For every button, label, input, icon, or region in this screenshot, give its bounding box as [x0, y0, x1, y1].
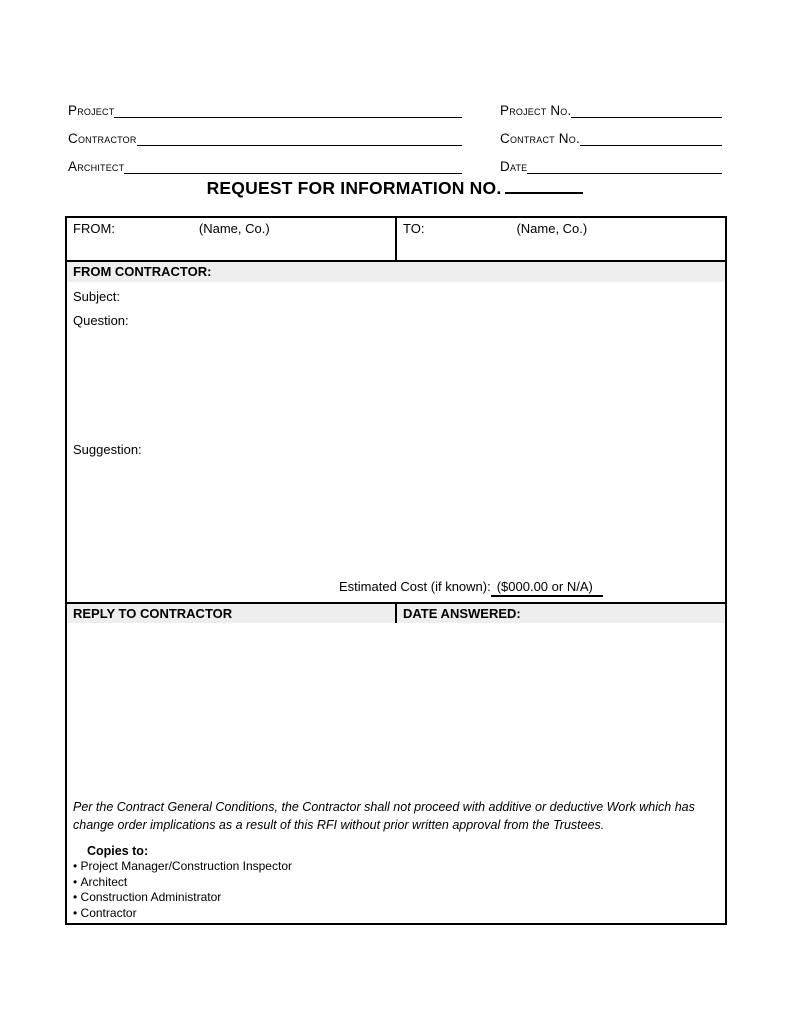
copies-item-construction-administrator: • Construction Administrator [73, 890, 719, 906]
question-label: Question: [73, 313, 129, 328]
date-answered-header[interactable]: DATE ANSWERED: [397, 604, 725, 623]
contract-no-label: Contract No. [500, 130, 580, 146]
architect-fill-line[interactable] [124, 159, 462, 174]
copies-item-project-manager: • Project Manager/Construction Inspector [73, 859, 719, 875]
header-fields-left [68, 90, 462, 174]
reply-to-contractor-header: REPLY TO CONTRACTOR [67, 604, 397, 623]
contractor-fill-line[interactable] [137, 131, 462, 146]
to-name-co-hint: (Name, Co.) [516, 221, 588, 236]
header-fields-right [500, 90, 722, 174]
architect-label: Architect [68, 158, 125, 174]
suggestion-label: Suggestion: [73, 442, 142, 457]
contractor-field-row [68, 118, 462, 146]
suggestion-answer-area[interactable] [67, 457, 725, 579]
from-label: FROM: [73, 221, 115, 236]
copies-section [67, 834, 725, 923]
project-field-row [68, 90, 462, 118]
project-fill-line[interactable] [114, 103, 462, 118]
copies-item-architect: • Architect [73, 875, 719, 891]
reply-answer-area[interactable] [67, 623, 725, 798]
project-label: Project [68, 102, 115, 118]
question-answer-area[interactable] [67, 328, 725, 442]
estimated-cost-row [67, 579, 725, 602]
from-contractor-section-header: FROM CONTRACTOR: [67, 262, 725, 282]
estimated-cost-fill-line[interactable]: ($000.00 or N/A) [491, 579, 603, 597]
form-title: REQUEST FOR INFORMATION NO. [206, 178, 502, 198]
date-fill-line[interactable] [527, 159, 722, 174]
contract-conditions-note: Per the Contract General Conditions, the Contractor shall not proceed with additive or deductive Work which has change order implications as a result of this RFI without prior written approval from the Trustees. [73, 799, 695, 832]
project-no-fill-line[interactable] [571, 103, 722, 118]
from-cell[interactable] [67, 218, 397, 260]
subject-label: Subject: [73, 289, 120, 304]
form-table [65, 216, 727, 925]
header-fields [68, 90, 722, 174]
rfi-number-fill-line[interactable] [505, 180, 583, 194]
to-cell[interactable] [397, 218, 725, 260]
project-no-field-row [500, 90, 722, 118]
form-title-row [0, 178, 790, 199]
reply-header-row [67, 602, 725, 623]
contractor-label: Contractor [68, 130, 137, 146]
contract-no-fill-line[interactable] [580, 131, 722, 146]
to-label: TO: [403, 221, 425, 236]
from-to-row [67, 218, 725, 262]
estimated-cost-label: Estimated Cost (if known): [339, 579, 491, 594]
project-no-label: Project No. [500, 102, 572, 118]
from-name-co-hint: (Name, Co.) [198, 221, 270, 236]
copies-item-contractor: • Contractor [73, 906, 719, 922]
contract-no-field-row [500, 118, 722, 146]
date-field-row [500, 146, 722, 174]
copies-to-label: Copies to: [87, 844, 149, 858]
architect-field-row [68, 146, 462, 174]
date-label: Date [500, 158, 528, 174]
